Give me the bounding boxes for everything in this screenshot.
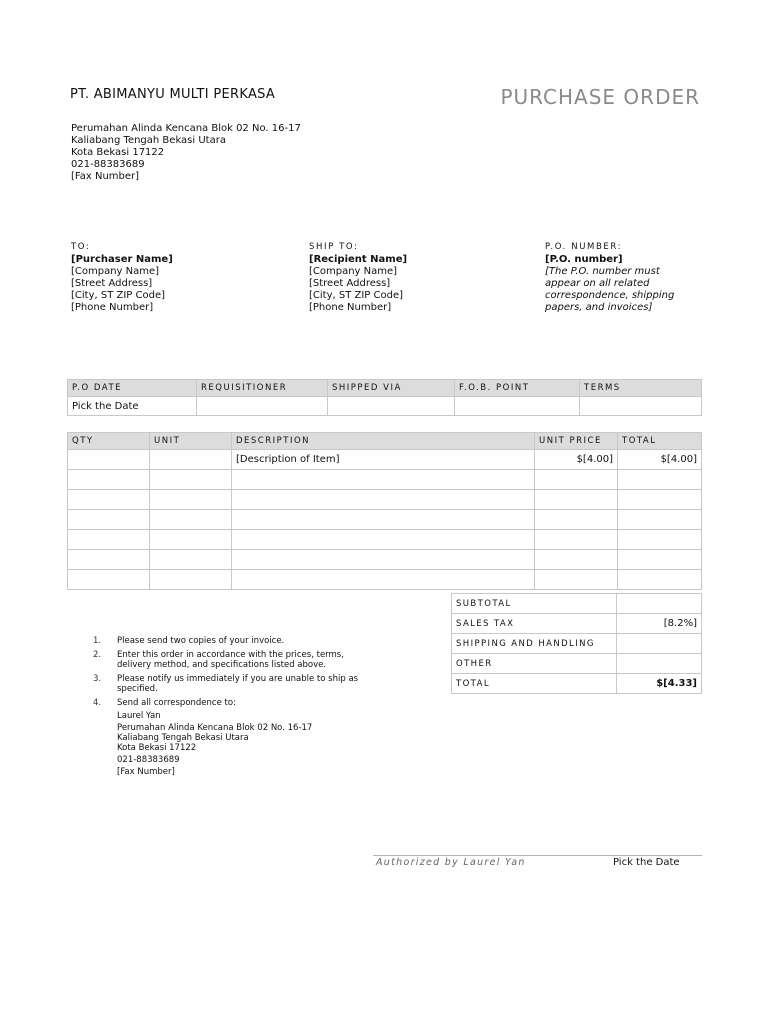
description-cell[interactable] bbox=[232, 510, 535, 530]
unit-price-cell[interactable] bbox=[535, 530, 618, 550]
address-line: Kaliabang Tengah Bekasi Utara bbox=[71, 135, 226, 146]
po-note-line: papers, and invoices] bbox=[545, 302, 653, 313]
shipping-label: SHIPPING AND HANDLING bbox=[452, 634, 617, 654]
header-unit: UNIT bbox=[150, 433, 232, 450]
list-number: 4. bbox=[93, 698, 102, 708]
terms-field[interactable] bbox=[580, 397, 702, 416]
to-city-field[interactable]: [City, ST ZIP Code] bbox=[71, 290, 166, 301]
signature-line bbox=[373, 855, 702, 856]
unit-price-cell[interactable] bbox=[535, 490, 618, 510]
to-phone-field[interactable]: [Phone Number] bbox=[71, 302, 154, 313]
contact-address-line: Kaliabang Tengah Bekasi Utara bbox=[117, 733, 249, 743]
po-number-label: P.O. NUMBER: bbox=[545, 242, 623, 252]
line-total-cell[interactable] bbox=[618, 510, 702, 530]
list-item bbox=[93, 650, 383, 670]
line-total-cell[interactable] bbox=[618, 530, 702, 550]
contact-address-line: Perumahan Alinda Kencana Blok 02 No. 16-17 bbox=[117, 723, 313, 733]
company-name: PT. ABIMANYU MULTI PERKASA bbox=[70, 87, 276, 102]
unit-price-cell[interactable] bbox=[535, 470, 618, 490]
description-cell[interactable]: [Description of Item] bbox=[232, 450, 535, 470]
contact-name: Laurel Yan bbox=[117, 711, 161, 721]
header-fob-point: F.O.B. POINT bbox=[455, 380, 580, 397]
list-number: 1. bbox=[93, 636, 102, 646]
other-row bbox=[452, 654, 702, 674]
qty-cell[interactable] bbox=[68, 490, 150, 510]
to-company-field[interactable]: [Company Name] bbox=[71, 266, 160, 277]
address-line: Perumahan Alinda Kencana Blok 02 No. 16-17 bbox=[71, 123, 301, 134]
table-row bbox=[68, 550, 702, 570]
total-value[interactable]: $[4.33] bbox=[617, 674, 702, 694]
unit-cell[interactable] bbox=[150, 490, 232, 510]
unit-cell[interactable] bbox=[150, 550, 232, 570]
ship-phone-field[interactable]: [Phone Number] bbox=[309, 302, 392, 313]
table-row bbox=[68, 450, 702, 470]
unit-cell[interactable] bbox=[150, 570, 232, 590]
items-table bbox=[67, 432, 702, 590]
unit-cell[interactable] bbox=[150, 530, 232, 550]
description-cell[interactable] bbox=[232, 550, 535, 570]
table-row bbox=[68, 530, 702, 550]
line-total-cell[interactable]: $[4.00] bbox=[618, 450, 702, 470]
po-note-line: [The P.O. number must bbox=[545, 266, 660, 277]
header-po-date: P.O DATE bbox=[68, 380, 197, 397]
table-row bbox=[68, 490, 702, 510]
to-street-field[interactable]: [Street Address] bbox=[71, 278, 153, 289]
unit-price-cell[interactable] bbox=[535, 570, 618, 590]
signature-date-picker[interactable]: Pick the Date bbox=[613, 857, 680, 868]
fax-line: [Fax Number] bbox=[71, 171, 140, 182]
instruction-text: Please send two copies of your invoice. bbox=[117, 636, 285, 646]
sales-tax-value[interactable]: [8.2%] bbox=[617, 614, 702, 634]
shipping-row bbox=[452, 634, 702, 654]
contact-address-line: Kota Bekasi 17122 bbox=[117, 743, 197, 753]
line-total-cell[interactable] bbox=[618, 470, 702, 490]
ship-to-label: SHIP TO: bbox=[309, 242, 359, 252]
other-label: OTHER bbox=[452, 654, 617, 674]
header-description: DESCRIPTION bbox=[232, 433, 535, 450]
table-row bbox=[68, 510, 702, 530]
shipping-value[interactable] bbox=[617, 634, 702, 654]
correspondence-contact bbox=[117, 711, 383, 777]
unit-cell[interactable] bbox=[150, 510, 232, 530]
list-item bbox=[93, 674, 383, 694]
header-terms: TERMS bbox=[580, 380, 702, 397]
order-info-table bbox=[67, 379, 702, 416]
qty-cell[interactable] bbox=[68, 530, 150, 550]
totals-table bbox=[451, 593, 702, 694]
table-row bbox=[68, 470, 702, 490]
unit-cell[interactable] bbox=[150, 470, 232, 490]
subtotal-value[interactable] bbox=[617, 594, 702, 614]
qty-cell[interactable] bbox=[68, 470, 150, 490]
fob-point-field[interactable] bbox=[455, 397, 580, 416]
document-title: PURCHASE ORDER bbox=[500, 85, 700, 109]
header-shipped-via: SHIPPED VIA bbox=[328, 380, 455, 397]
contact-fax: [Fax Number] bbox=[117, 767, 175, 777]
po-number-block bbox=[545, 241, 705, 314]
unit-price-cell[interactable] bbox=[535, 550, 618, 570]
requisitioner-field[interactable] bbox=[197, 397, 328, 416]
signature-label: Authorized by Laurel Yan bbox=[376, 857, 526, 868]
ship-street-field[interactable]: [Street Address] bbox=[309, 278, 391, 289]
unit-cell[interactable] bbox=[150, 450, 232, 470]
address-line: Kota Bekasi 17122 bbox=[71, 147, 165, 158]
description-cell[interactable] bbox=[232, 570, 535, 590]
recipient-name-field[interactable]: [Recipient Name] bbox=[309, 254, 408, 265]
sales-tax-label: SALES TAX bbox=[452, 614, 617, 634]
contact-phone: 021-88383689 bbox=[117, 755, 180, 765]
instruction-text: Please notify us immediately if you are unable to ship as bbox=[117, 674, 359, 684]
qty-cell[interactable] bbox=[68, 450, 150, 470]
instruction-text: Send all correspondence to: bbox=[117, 698, 236, 708]
instruction-text: Enter this order in accordance with the prices, terms, bbox=[117, 650, 344, 660]
list-item bbox=[93, 636, 383, 646]
items-header-row bbox=[68, 433, 702, 450]
total-row bbox=[452, 674, 702, 694]
qty-cell[interactable] bbox=[68, 510, 150, 530]
description-cell[interactable] bbox=[232, 530, 535, 550]
phone-line: 021-88383689 bbox=[71, 159, 145, 170]
other-value[interactable] bbox=[617, 654, 702, 674]
instructions-list bbox=[93, 636, 383, 779]
qty-cell[interactable] bbox=[68, 550, 150, 570]
subtotal-label: SUBTOTAL bbox=[452, 594, 617, 614]
header-qty: QTY bbox=[68, 433, 150, 450]
header-total: TOTAL bbox=[618, 433, 702, 450]
line-total-cell[interactable] bbox=[618, 490, 702, 510]
description-cell[interactable] bbox=[232, 470, 535, 490]
po-number-field[interactable]: [P.O. number] bbox=[545, 254, 623, 265]
ship-to-block bbox=[309, 241, 407, 314]
line-total-cell[interactable] bbox=[618, 570, 702, 590]
list-number: 3. bbox=[93, 674, 102, 684]
list-item bbox=[93, 698, 383, 708]
list-number: 2. bbox=[93, 650, 102, 660]
unit-price-cell[interactable] bbox=[535, 510, 618, 530]
header-unit-price: UNIT PRICE bbox=[535, 433, 618, 450]
subtotal-row bbox=[452, 594, 702, 614]
po-date-picker[interactable]: Pick the Date bbox=[68, 397, 197, 416]
order-info-value-row bbox=[68, 397, 702, 416]
contact-address bbox=[117, 723, 383, 753]
ship-city-field[interactable]: [City, ST ZIP Code] bbox=[309, 290, 404, 301]
sales-tax-row bbox=[452, 614, 702, 634]
header-requisitioner: REQUISITIONER bbox=[197, 380, 328, 397]
to-label: TO: bbox=[71, 242, 91, 252]
purchaser-name-field[interactable]: [Purchaser Name] bbox=[71, 254, 173, 265]
to-block bbox=[71, 241, 173, 314]
order-info-header-row bbox=[68, 380, 702, 397]
description-cell[interactable] bbox=[232, 490, 535, 510]
unit-price-cell[interactable]: $[4.00] bbox=[535, 450, 618, 470]
ship-company-field[interactable]: [Company Name] bbox=[309, 266, 398, 277]
qty-cell[interactable] bbox=[68, 570, 150, 590]
line-total-cell[interactable] bbox=[618, 550, 702, 570]
instruction-text: specified. bbox=[117, 684, 158, 694]
table-row bbox=[68, 570, 702, 590]
total-label: TOTAL bbox=[452, 674, 617, 694]
po-note-line: appear on all related bbox=[545, 278, 650, 289]
shipped-via-field[interactable] bbox=[328, 397, 455, 416]
company-address bbox=[71, 123, 301, 183]
po-note-line: correspondence, shipping bbox=[545, 290, 675, 301]
instruction-text: delivery method, and specifications listed above. bbox=[117, 660, 327, 670]
